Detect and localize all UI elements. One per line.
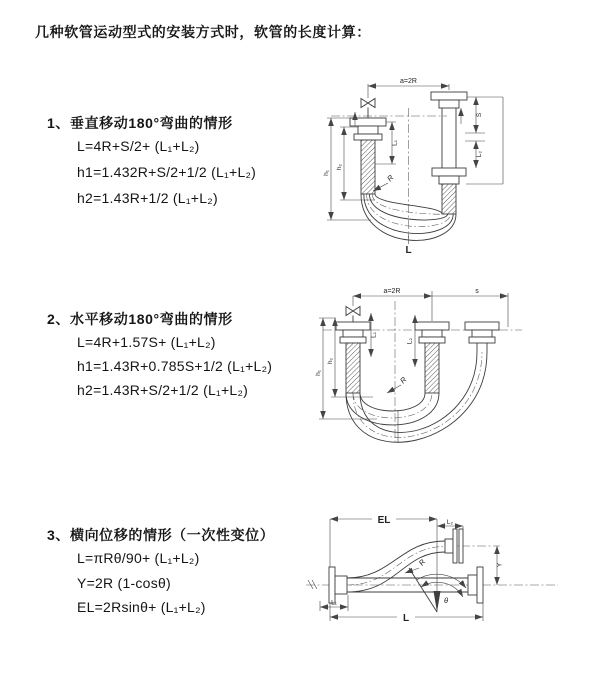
dim-label-a2r: a=2R (383, 288, 401, 295)
angle-arc (421, 582, 463, 597)
diagram-lateral-displacement (300, 505, 600, 660)
section-2-formula-l: L=4R+1.57S+ (L₁+L₂) (77, 334, 216, 350)
left-flange-neck (358, 126, 378, 134)
right-upper-flange-hub (445, 539, 453, 553)
dim-label-h1: h₁ (323, 170, 330, 176)
right-pipe-tube (442, 108, 456, 168)
dim-label-l1: L₁ (331, 599, 337, 607)
middle-flange-collar (419, 337, 445, 343)
dim-label-s: s (475, 288, 479, 295)
right-upper-flange-plate (453, 529, 457, 563)
section-2-formula-h1: h1=1.43R+0.785S+1/2 (L₁+L₂) (77, 358, 273, 374)
section-1-formula-h1: h1=1.432R+S/2+1/2 (L₁+L₂) (77, 164, 257, 180)
dim-label-h1: h₁ (315, 370, 322, 376)
middle-braided-hose (425, 343, 439, 393)
left-flange-neck (343, 330, 363, 337)
break-mark (308, 580, 317, 589)
left-braided-hose (361, 140, 375, 194)
right-lower-flange-hub (468, 575, 477, 595)
dim-label-l2: L₂ (406, 337, 414, 345)
section-1-formula-h2: h2=1.43R+1/2 (L₁+L₂) (77, 190, 218, 206)
valve-icon (346, 307, 360, 316)
section-1-formula-l: L=4R+S/2+ (L₁+L₂) (77, 138, 200, 154)
diagram-vertical-180-bend (315, 72, 515, 257)
dim-label-l2: L₂ (446, 519, 454, 526)
right-upper-flange-plate (431, 92, 467, 100)
section-3-formula-el: EL=2Rsinθ+ (L₁+L₂) (77, 599, 206, 615)
dim-label-l2: L₂ (476, 150, 483, 158)
hose-centerline-curve (353, 352, 482, 437)
left-flange-plate (336, 322, 370, 330)
right-flange-collar (469, 337, 495, 343)
valve-icon (361, 99, 375, 108)
middle-flange-plate (415, 322, 449, 330)
section-3-formula-y: Y=2R (1-cosθ) (77, 575, 171, 591)
right-upper-flange-plate2 (459, 529, 463, 563)
dim-label-h2: h₂ (327, 357, 334, 365)
hose-curve (347, 541, 445, 578)
left-flange-plate (350, 118, 386, 126)
right-lower-flange-plate (477, 567, 483, 603)
left-braided-hose (346, 343, 360, 393)
right-flange-neck (472, 330, 492, 337)
right-upper-flange-neck (439, 100, 459, 108)
section-3-heading: 3、横向位移的情形（一次性变位） (47, 527, 275, 543)
section-2-formula-h2: h2=1.43R+S/2+1/2 (L₁+L₂) (77, 382, 249, 398)
section-3-formula-l: L=πRθ/90+ (L₁+L₂) (77, 550, 200, 566)
hose-centerline-curve (347, 547, 445, 586)
left-flange-plate (329, 567, 335, 603)
right-lower-flange-plate (432, 168, 466, 176)
radius-label: R (398, 375, 409, 386)
dim-label-a2r: a=2R (400, 78, 417, 85)
extension-lines-right (465, 97, 503, 184)
right-flange-plate (465, 322, 499, 330)
dim-label-l1: L₁ (370, 332, 378, 338)
radius-leader (387, 385, 401, 393)
dim-label-s: S (476, 112, 483, 118)
dim-label-y: Y (496, 562, 504, 568)
section-1-heading: 1、垂直移动180°弯曲的情形 (47, 115, 233, 131)
left-flange-hub (335, 576, 347, 594)
right-lower-flange-neck (439, 176, 459, 184)
radius-label: R (416, 557, 428, 568)
hose-curve (347, 552, 445, 592)
left-flange-collar (340, 337, 366, 343)
dim-label-h2: h₂ (336, 163, 343, 171)
diagram-horizontal-180-bend (315, 285, 530, 463)
length-label: L (405, 245, 412, 256)
hose-curve (360, 393, 425, 411)
section-2-heading: 2、水平移动180°弯曲的情形 (47, 311, 233, 327)
page-title: 几种软管运动型式的安装方式时，软管的长度计算： (35, 24, 371, 40)
dim-label-l1: L₁ (391, 140, 399, 146)
dim-label-l: L (402, 613, 410, 624)
angle-arc-outer (417, 574, 467, 588)
dim-label-el: EL (377, 515, 391, 526)
angle-label: θ (444, 596, 449, 605)
radius-label: R (385, 173, 396, 184)
middle-flange-neck (422, 330, 442, 337)
right-pipe-stub (477, 343, 487, 352)
left-flange-collar (354, 134, 382, 140)
right-braided-hose (442, 184, 456, 214)
